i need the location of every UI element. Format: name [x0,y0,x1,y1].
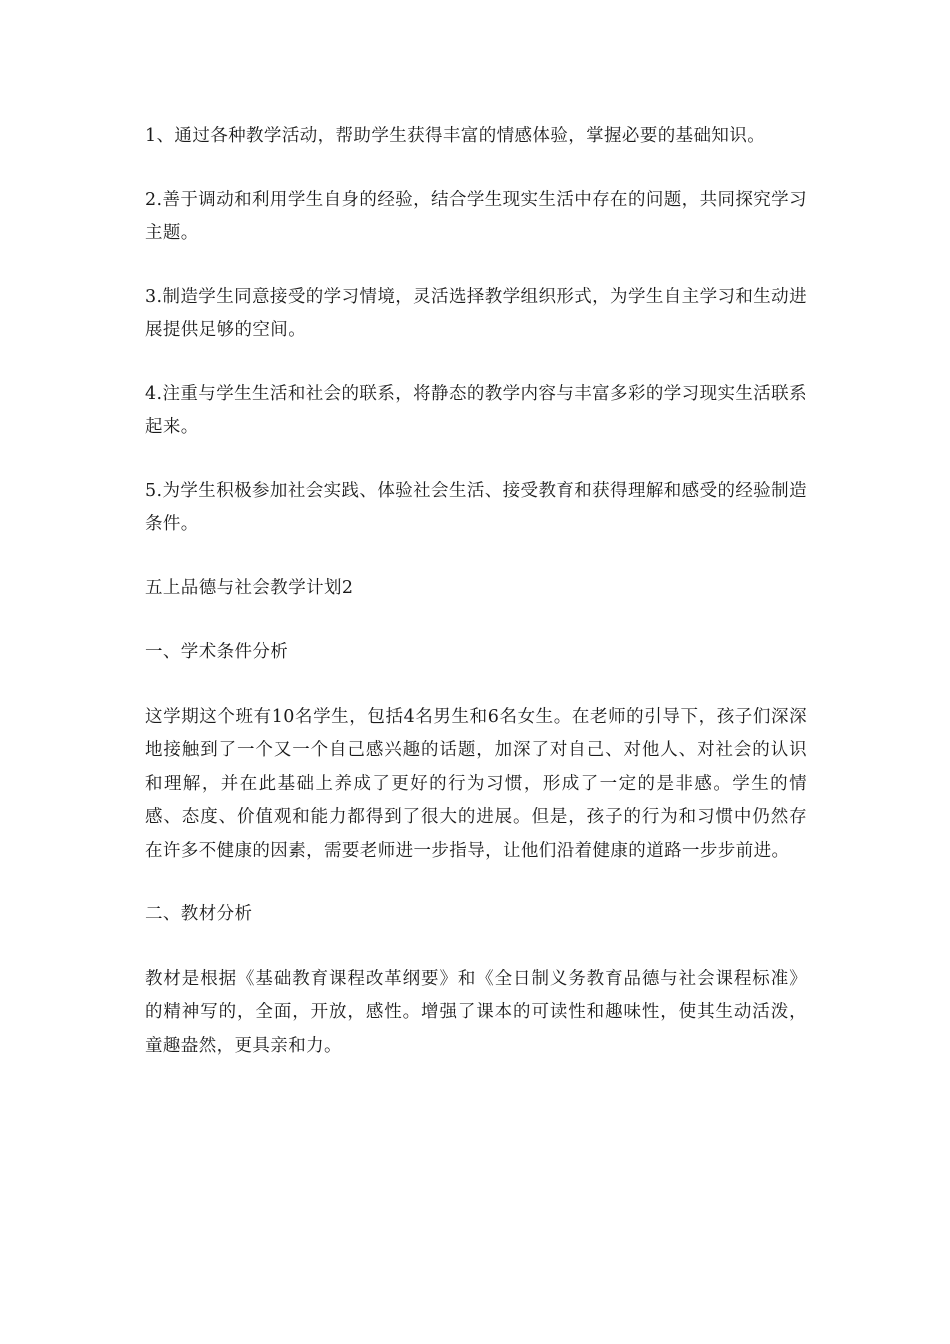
heading-academic-analysis: 一、学术条件分析 [145,642,289,662]
paragraph-student-analysis: 这学期这个班有10名学生，包括4名男生和6名女生。在老师的引导下，孩子们深深地接触到了一个又一个自己感兴趣的话题，加深了对自己、对他人、对社会的认识和理解，并在此基础上养成了更好的行为习惯，形成了一定的是非感。学生的情感、态度、价值观和能力都得到了很大的进展。但是，孩子的行为和习惯中仍然存在许多不健康的因素，需要老师进一步指导，让他们沿着健康的道路一步步前进。 [145,706,807,861]
paragraph-textbook-analysis: 教材是根据《基础教育课程改革纲要》和《全日制义务教育品德与社会课程标准》的精神写的，全面，开放，感性。增强了课本的可读性和趣味性，使其生动活泼，童趣盎然，更具亲和力。 [145,968,807,1056]
paragraph-1: 1、通过各种教学活动，帮助学生获得丰富的情感体验，掌握必要的基础知识。 [145,126,766,146]
heading-textbook-analysis: 二、教材分析 [145,904,253,924]
section-title: 五上品德与社会教学计划2 [145,577,354,598]
paragraph-5: 5.为学生积极参加社会实践、体验社会生活、接受教育和获得理解和感受的经验制造条件。 [145,480,807,534]
paragraph-2: 2.善于调动和利用学生自身的经验，结合学生现实生活中存在的问题，共同探究学习主题。 [145,189,807,243]
paragraph-4: 4.注重与学生生活和社会的联系，将静态的教学内容与丰富多彩的学习现实生活联系起来。 [145,383,807,437]
document-body [145,120,807,1093]
paragraph-3: 3.制造学生同意接受的学习情境，灵活选择教学组织形式，为学生自主学习和生动进展提供足够的空间。 [145,286,807,340]
